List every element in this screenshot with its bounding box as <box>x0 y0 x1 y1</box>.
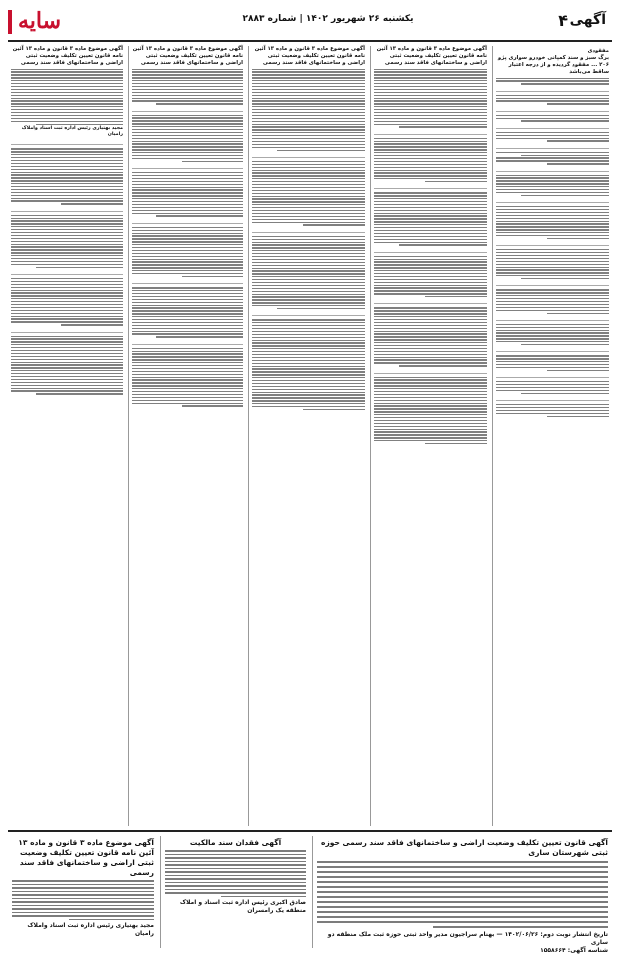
ad-title: برگ سبز و سند کمپانی خودرو سواری پژو ۲۰۶ ... مفقود گردیده و از درجه اعتبار ساقط می‌باشد <box>497 55 609 75</box>
page-number: ۴ <box>558 11 568 30</box>
notice-signature: صادق اکبری رئیس اداره ثبت اسناد و املاک منطقه یک رامسران <box>179 899 306 914</box>
bottom-notices <box>8 830 612 952</box>
notice-reference: شناسه آگهی: ۱۵۵۸۶۶۴ <box>540 947 608 954</box>
notice-title: آگهی فقدان سند مالکیت <box>189 838 282 847</box>
land-registry-ad <box>11 46 123 138</box>
column-1 <box>492 46 612 826</box>
land-registry-ad <box>374 46 487 128</box>
ad-notice-tag: مفقودی <box>587 48 609 54</box>
ad-title: آگهی موضوع ماده ۳ قانون و ماده ۱۳ آئین نامه قانون تعیین تکلیف وضعیت ثبتی اراضی و ساختمانهای فاقد سند رسمی <box>376 46 487 66</box>
masthead <box>8 6 612 42</box>
lost-document-ad <box>496 48 609 85</box>
lost-deed-notice <box>160 836 310 948</box>
sari-registry-notice <box>312 836 612 954</box>
ramian-registry-notice <box>8 836 158 948</box>
ad-title: آگهی موضوع ماده ۳ قانون و ماده ۱۳ آئین نامه قانون تعیین تکلیف وضعیت ثبتی اراضی و ساختمانهای فاقد سند رسمی <box>12 46 123 66</box>
notice-title: آگهی موضوع ماده ۳ قانون و ماده ۱۳ آئین نامه قانون تعیین تکلیف وضعیت ثبتی اراضی و ساختمانهای فاقد سند رسمی <box>18 838 154 877</box>
logo-accent-bar <box>8 10 12 34</box>
section-name: آگهی <box>569 12 606 28</box>
ad-title: آگهی موضوع ماده ۳ قانون و ماده ۱۳ آئین نامه قانون تعیین تکلیف وضعیت ثبتی اراضی و ساختمانهای فاقد سند رسمی <box>254 46 365 66</box>
column-5 <box>8 46 126 826</box>
notice-signature: مجید بهتیاری رئیس اداره ثبت اسناد واملاک رامیان <box>27 922 154 937</box>
column-4 <box>128 46 246 826</box>
notice-signature: تاریخ انتشار نوبت دوم: ۱۴۰۲/۰۶/۲۶ — بهنام سراجیون مدیر واحد ثبتی حوزه ثبت ملک منطقه دو ساری <box>327 931 608 946</box>
land-registry-ad <box>252 46 365 151</box>
notice-title: آگهی قانون تعیین تکلیف وضعیت اراضی و ساختمانهای فاقد سند رسمی حوزه ثبتی شهرستان ساری <box>321 838 608 857</box>
column-3 <box>248 46 368 826</box>
issue-date: یکشنبه ۲۶ شهریور ۱۴۰۲ | شماره ۲۸۸۳ <box>242 14 414 24</box>
ad-signature: مجید بهتیاری رئیس اداره ثبت اسناد واملاک رامیان <box>21 126 123 138</box>
classified-columns <box>8 46 612 826</box>
land-registry-ad <box>132 46 243 105</box>
newspaper-logo: سایه <box>18 8 62 34</box>
column-2 <box>370 46 490 826</box>
ad-title: آگهی موضوع ماده ۳ قانون و ماده ۱۳ آئین نامه قانون تعیین تکلیف وضعیت ثبتی اراضی و ساختمانهای فاقد سند رسمی <box>132 46 243 66</box>
newspaper-page <box>8 6 612 952</box>
